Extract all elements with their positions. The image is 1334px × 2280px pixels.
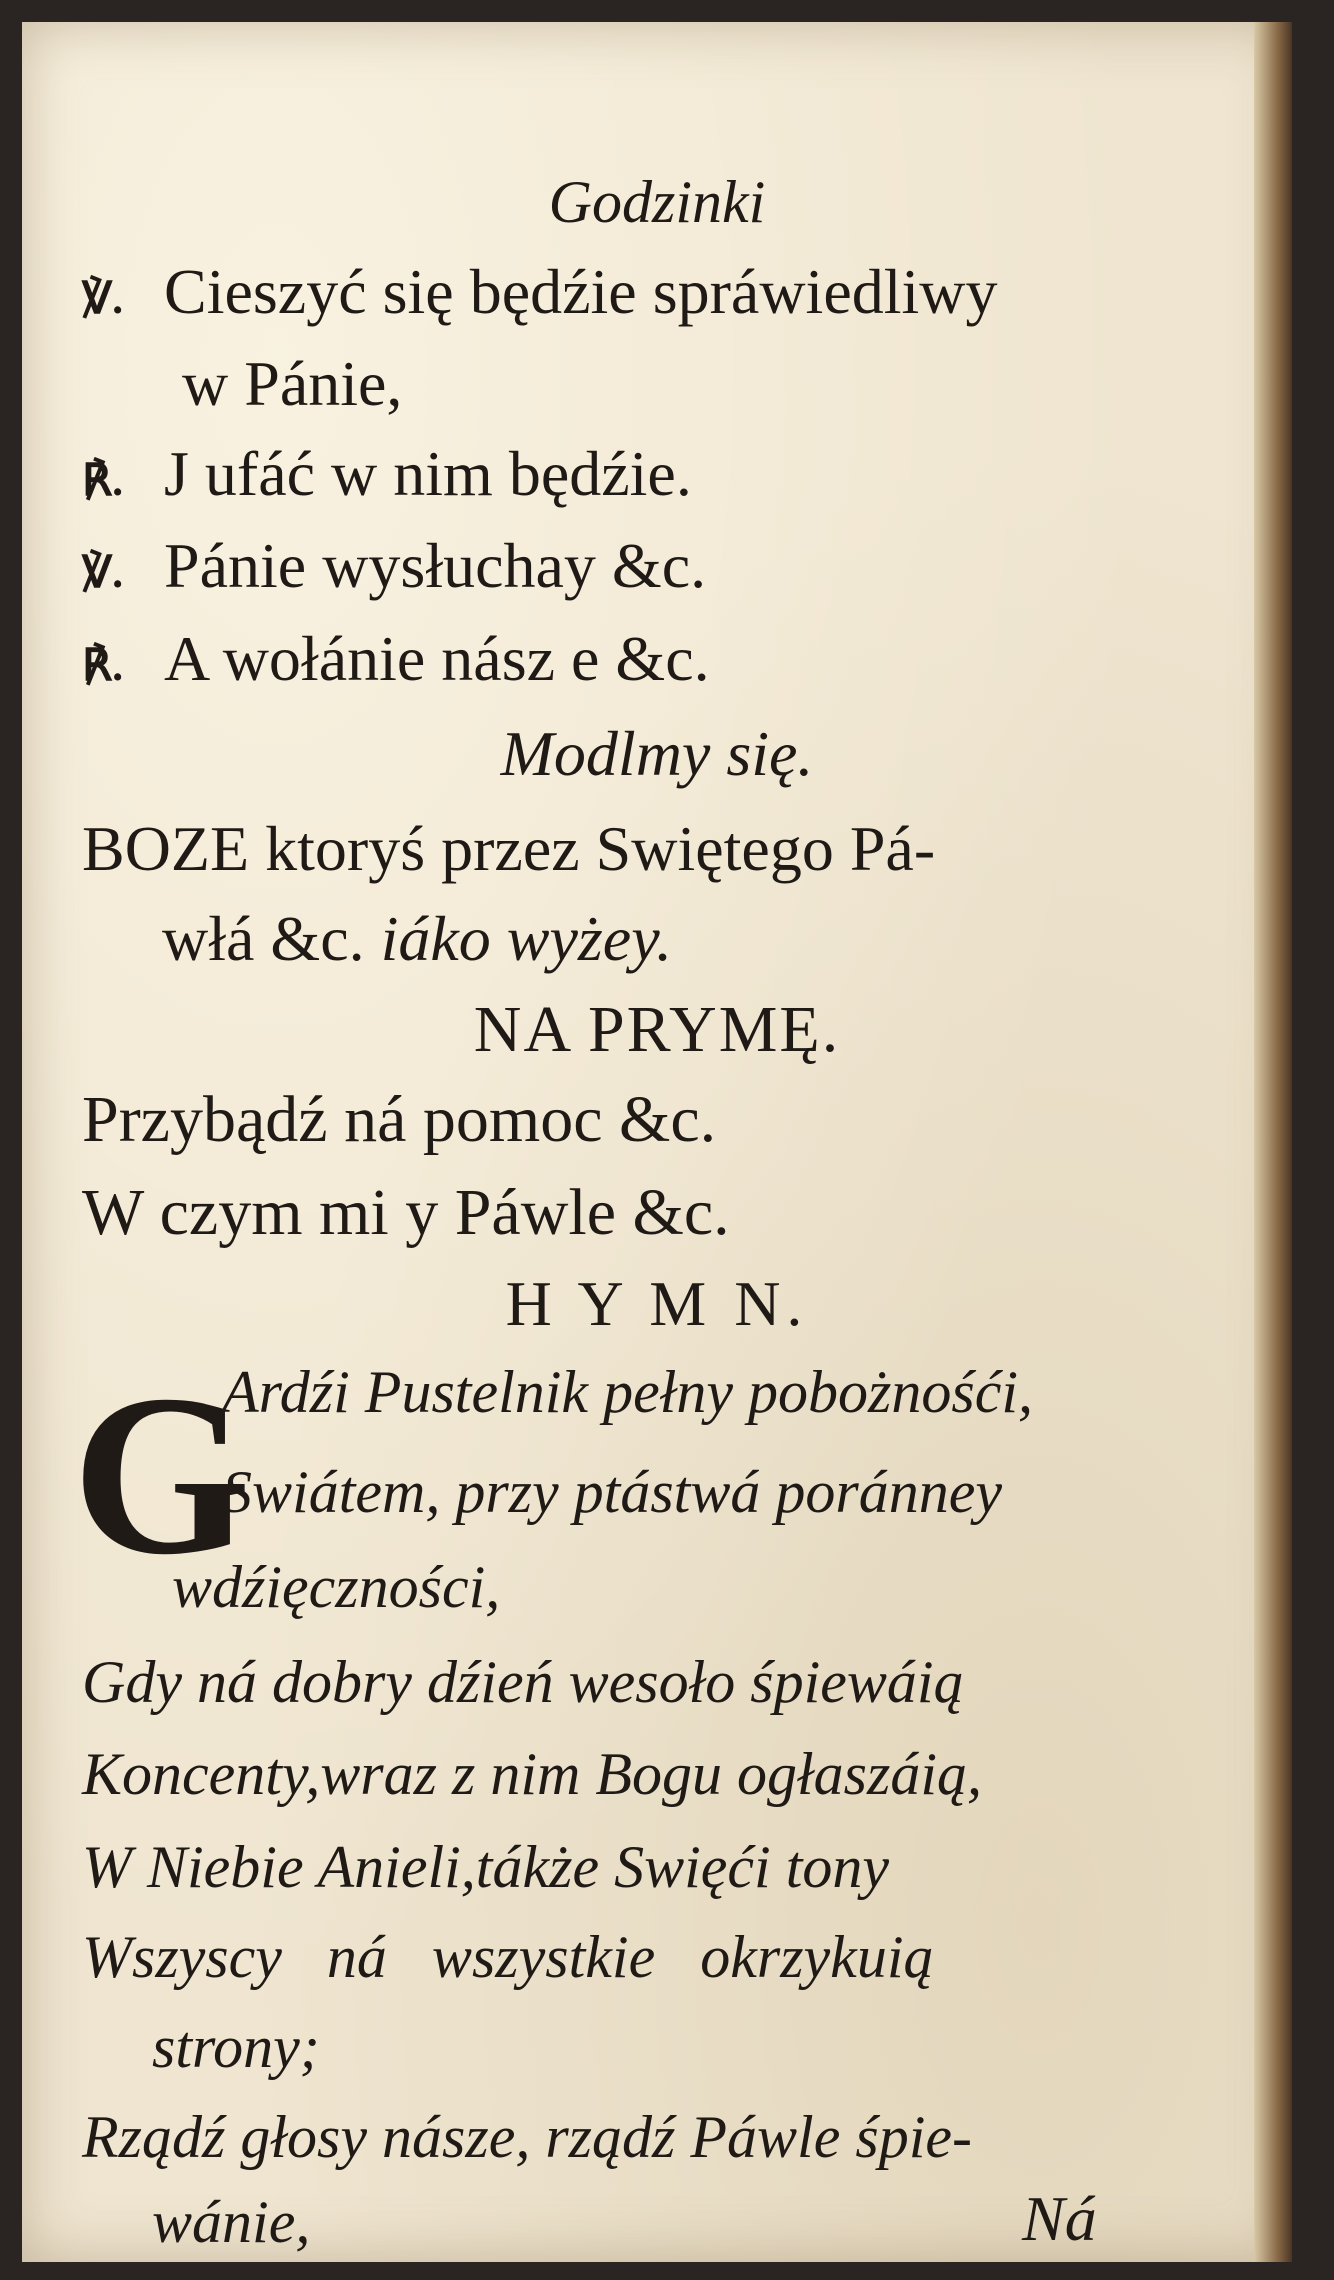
prime-line: W czym mi y Páwle &c. [82, 1176, 730, 1249]
response-symbol: ℟. [82, 456, 124, 505]
book-spine [1254, 22, 1292, 2262]
prayer-heading: Modlmy się. [500, 718, 814, 789]
prayer-line [162, 903, 673, 974]
hymn-line: Gdy ná dobry dźień wesoło śpiewáią [82, 1649, 964, 1715]
prime-line: Przybądź ná pomoc &c. [82, 1083, 717, 1156]
verse-text: A wołánie nász e &c. [164, 623, 710, 694]
verse-line [82, 438, 692, 509]
book-page [22, 22, 1292, 2262]
catchword: Ná [1022, 2183, 1097, 2254]
hymn-line: Wszyscy ná wszystkie okrzykuią [82, 1924, 934, 1990]
running-title: Godzinki [548, 169, 766, 235]
verse-line [182, 348, 403, 419]
verse-line [82, 623, 710, 694]
hymn-line: strony; [152, 2014, 320, 2080]
hymn-line: wdźięczności, [172, 1554, 501, 1620]
verse-text: w Pánie, [182, 348, 403, 419]
verse-line [82, 530, 707, 601]
versicle-symbol: ℣. [82, 548, 124, 597]
prime-heading: NA PRYMĘ. [473, 993, 841, 1066]
hymn-line: Swiátem, przy ptástwá poránney [222, 1459, 1002, 1525]
versicle-symbol: ℣. [82, 274, 124, 323]
prayer-text-italic: iáko wyżey. [380, 903, 673, 974]
hymn-line: Ardźi Pustelnik pełny pobożnośći, [222, 1359, 1033, 1425]
verse-text: J ufáć w nim będźie. [164, 438, 692, 509]
prayer-text: włá &c. [162, 903, 365, 974]
hymn-line: Koncenty,wraz z nim Bogu ogłaszáią, [82, 1741, 983, 1807]
drop-cap: G [72, 1347, 251, 1602]
hymn-heading: H Y M N. [505, 1268, 809, 1339]
verse-line [82, 256, 998, 327]
prayer-line: BOZE ktoryś przez Swiętego Pá- [82, 813, 936, 884]
hymn-line: wánie, [152, 2189, 311, 2255]
hymn-line: Rządź głosy násze, rządź Páwle śpie- [82, 2104, 972, 2170]
hymn-line: W Niebie Anieli,tákże Swięći tony [82, 1834, 890, 1900]
verse-text: Pánie wysłuchay &c. [164, 530, 707, 601]
verse-text: Cieszyć się będźie spráwiedliwy [164, 256, 998, 327]
response-symbol: ℟. [82, 641, 124, 690]
